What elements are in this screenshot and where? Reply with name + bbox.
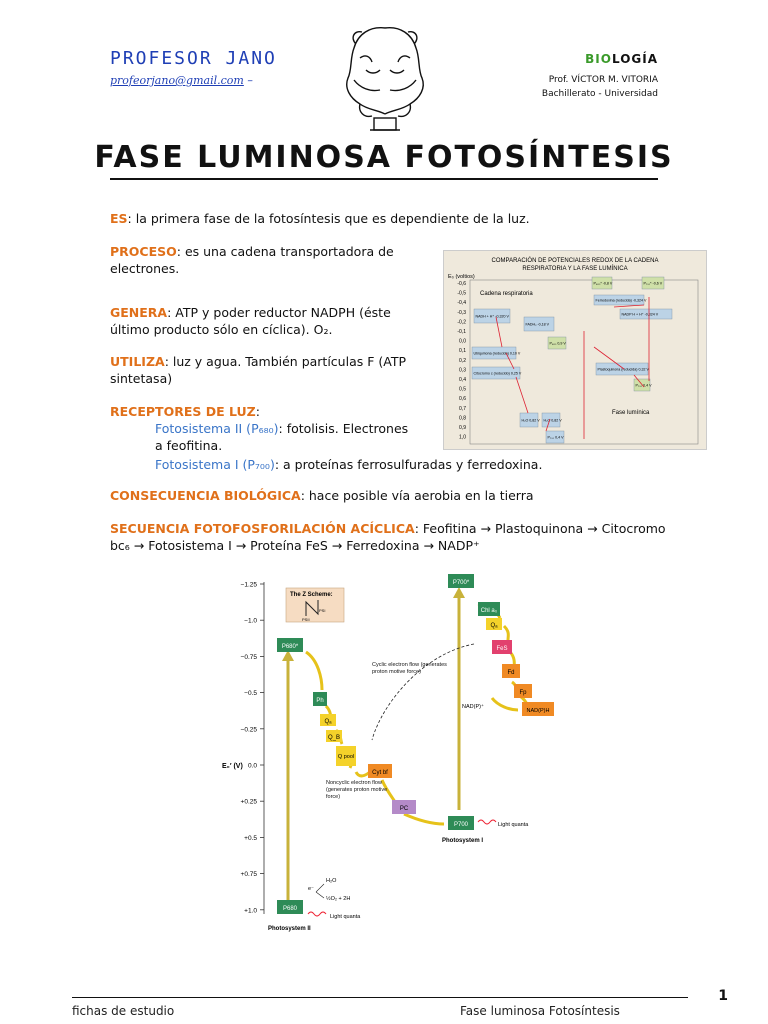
z-legend-ps1: PSI: [319, 608, 326, 613]
ph-label: Ph: [316, 698, 324, 704]
redox-tick-label: 0,8: [459, 415, 466, 422]
redox-tick-label: -0,1: [457, 329, 466, 335]
secuencia-text: : Feofitina → Plastoquinona → Citocromo bc₆ → Fotosistema I → Proteína FeS → Ferredoxina → NADP⁺: [110, 521, 666, 553]
ps2-caption: Photosystem II: [268, 926, 311, 932]
section-genera: [110, 304, 420, 338]
p680star-label: P680*: [281, 644, 299, 650]
footer-left: fichas de estudio: [72, 1004, 175, 1018]
z-tick-label: 0.0: [247, 762, 257, 770]
qb-label: Q_B: [327, 735, 341, 741]
light-wave-2: [308, 912, 326, 916]
consecuencia-text: : hace posible vía aerobia en la tierra: [300, 488, 534, 503]
p700-label: P700: [453, 822, 469, 828]
redox-tick-label: 0,0: [459, 338, 466, 345]
genera-label: GENERA: [110, 305, 168, 320]
fp-label: Fp: [519, 690, 527, 696]
fd-label: Fd: [507, 670, 515, 676]
nadph-label: NAD(P)H: [526, 708, 550, 714]
water-split-arrow: [316, 884, 324, 898]
h2o-label: H₂O: [326, 878, 337, 884]
section-utiliza: [110, 353, 420, 387]
redox-tick-label: 1,0: [459, 434, 466, 441]
redox-tick-label: 0,7: [459, 405, 466, 412]
qa1-label: Qₐ: [490, 623, 498, 629]
section-proceso: [110, 243, 420, 277]
z-tick-label: −0.25: [240, 726, 257, 734]
z-tick-label: −1.0: [244, 617, 257, 625]
redox-tick-label: -0,3: [457, 309, 466, 316]
redox-box-label: Plastoquinona (reducida) 0,32 V: [597, 367, 649, 372]
es-label: ES: [110, 211, 128, 226]
redox-title-1: COMPARACIÓN DE POTENCIALES REDOX DE LA CADENA: [491, 258, 659, 264]
light-wave-1: [478, 820, 496, 824]
redox-svg: [444, 251, 706, 449]
es-text: : la primera fase de la fotosíntesis que es dependiente de la luz.: [127, 211, 530, 226]
brand-name: PROFESOR JANO: [110, 48, 277, 69]
janus-logo: [330, 18, 440, 136]
consecuencia-label: CONSECUENCIA BIOLÓGICA: [110, 488, 301, 503]
redox-tick-label: -0,6: [457, 281, 466, 287]
z-axis-ticks: [241, 582, 264, 915]
redox-box-label: P₇₀₀* -0,6 V: [643, 281, 663, 286]
redox-box-label: H₂O 0,82 V: [543, 418, 562, 423]
ps1-text: : a proteínas ferrosulfuradas y ferredoxina.: [274, 457, 543, 472]
redox-box-label: H₂O 0,82 V: [521, 418, 540, 423]
redox-tick-label: 0,5: [459, 386, 466, 393]
title-rule: [110, 178, 658, 180]
section-secuencia: [110, 520, 670, 554]
professor-level: Bachillerato - Universidad: [541, 89, 658, 99]
ps2-label: Fotosistema II (P₆₈₀): [155, 421, 279, 436]
redox-tick-label: -0,2: [457, 319, 466, 326]
email-link[interactable]: profeorjano@gmail.com: [110, 74, 244, 87]
cytbf-label: Cyt bf: [372, 770, 388, 776]
email-suffix: –: [243, 74, 253, 87]
fes-label: FeS: [496, 646, 508, 652]
item-ps1: [155, 456, 655, 473]
secuencia-label: SECUENCIA FOTOFOSFORILACIÓN ACÍCLICA: [110, 521, 415, 536]
chla-label: Chl a₀: [480, 608, 498, 614]
redox-box-label: NADP H + H⁺ -0,324 V: [621, 312, 659, 317]
redox-tick-label: 0,3: [459, 367, 466, 374]
z-tick-label: +0.5: [244, 834, 257, 842]
page-number: 1: [718, 988, 728, 1004]
section-receptores: RECEPTORES DE LUZ:: [110, 404, 260, 419]
z-legend-title: The Z Scheme:: [290, 592, 333, 598]
proceso-label: PROCESO: [110, 244, 177, 259]
redox-box-label: P₆₈₀ 0,9 V: [549, 341, 566, 346]
light-quanta-1: Light quanta: [498, 822, 529, 828]
redox-box-label: NADH + H⁺ -0,320 V: [475, 314, 509, 319]
redox-figure: [443, 250, 707, 450]
pc-label: PC: [399, 806, 409, 812]
subject-logia: LOGÍA: [611, 52, 658, 66]
redox-tick-label: 0,2: [459, 357, 466, 364]
professor-info: [542, 73, 658, 101]
z-tick-label: +0.25: [240, 798, 257, 806]
redox-tick-label: -0,5: [457, 290, 466, 297]
redox-ticks: [457, 281, 466, 441]
z-tick-label: +1.0: [244, 907, 257, 915]
redox-tick-label: 0,9: [459, 425, 466, 431]
item-ps2: [155, 420, 415, 454]
redox-boxes: [472, 277, 672, 443]
o2-label: ½O₂ + 2H: [326, 896, 351, 902]
qa-label: Qₐ: [324, 719, 332, 725]
eminus-label: e⁻: [308, 886, 314, 892]
email-line: [110, 74, 253, 87]
utiliza-text: : luz y agua. También partículas F (ATP sintetasa): [110, 354, 407, 386]
redox-tick-label: 0,6: [459, 396, 466, 403]
redox-tick-label: 0,4: [459, 377, 466, 383]
redox-label-fase: Fase lumínica: [612, 410, 650, 416]
professor-name: Prof. VÍCTOR M. VITORIA: [548, 75, 658, 85]
noncyclic-note: Noncyclic electron flow (generates proton motive force): [326, 780, 388, 800]
proceso-text: : es una cadena transportadora de electrones.: [110, 244, 394, 276]
subject-bio: BIO: [585, 52, 612, 66]
redox-box-label: P₆₈₀* -0,8 V: [593, 281, 613, 286]
redox-box-label: Ubiquinona (reducida) 0,10 V: [473, 351, 521, 356]
z-scheme-figure: [222, 574, 557, 934]
section-es: [110, 210, 670, 227]
ps1-label: Fotosistema I (P₇₀₀): [155, 457, 275, 472]
redox-box-label: P₇₀₀ 0,4 V: [547, 435, 564, 440]
p700star-label: P700*: [452, 580, 470, 586]
z-scheme-svg: [222, 574, 557, 934]
z-legend-ps2: PSII: [302, 617, 310, 622]
ps1-arrowhead: [453, 587, 465, 598]
redox-box-label: P₇₀₀ 0,4 V: [635, 383, 652, 388]
redox-axis-label: E₀ (voltios): [448, 274, 475, 280]
z-tick-label: −0.5: [244, 690, 257, 698]
z-axis-label: E₀′ (V): [222, 763, 243, 770]
utiliza-label: UTILIZA: [110, 354, 165, 369]
redox-box-label: FADH₂ -0,18 V: [525, 322, 550, 327]
redox-box-label: Citocromo c (reducido) 0,25 V: [473, 371, 522, 376]
redox-label-resp: Cadena respiratoria: [480, 291, 533, 297]
light-quanta-2: Light quanta: [330, 914, 361, 920]
page-title: FASE LUMINOSA FOTOSÍNTESIS: [94, 140, 674, 175]
genera-text: : ATP y poder reductor NADPH (éste último producto sólo en cíclica). O₂.: [110, 305, 391, 337]
qpool-label: Q pool: [337, 754, 355, 760]
footer-rule: [72, 997, 688, 998]
z-tick-label: −1.25: [240, 581, 257, 589]
redox-box-label: Ferredoxina (reducida) -0,324 V: [595, 298, 647, 303]
cyclic-note: Cyclic electron flow (generates proton motive force): [372, 662, 447, 675]
receptores-label: RECEPTORES DE LUZ: [110, 404, 256, 419]
redox-title-2: RESPIRATORIA Y LA FASE LUMÍNICA: [522, 266, 628, 272]
redox-tick-label: -0,4: [457, 300, 466, 307]
p680-label: P680: [282, 906, 298, 912]
redox-tick-label: 0,1: [459, 348, 466, 355]
ps1-caption: Photosystem I: [442, 838, 484, 844]
ps2-text: : fotolisis. Electrones a feofitina.: [155, 421, 409, 453]
z-tick-label: +0.75: [240, 871, 257, 879]
z-tick-label: −0.75: [240, 653, 257, 661]
nadp-label: NAD(P)⁺: [462, 704, 484, 710]
section-consecuencia: [110, 487, 670, 504]
subject-title: [585, 52, 658, 66]
footer-right: Fase luminosa Fotosíntesis: [460, 1004, 620, 1018]
